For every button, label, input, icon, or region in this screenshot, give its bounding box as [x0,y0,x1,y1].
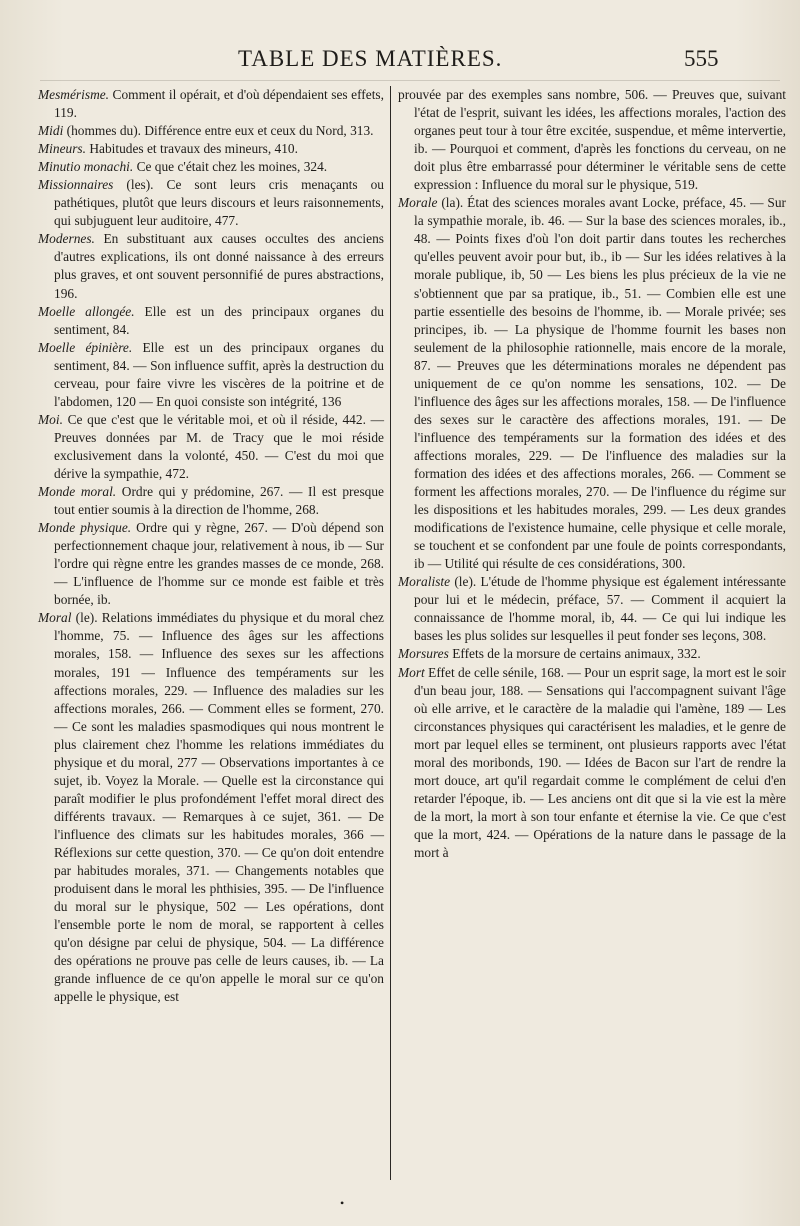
index-entry [398,645,786,663]
entry-text: Ce que c'était chez les moines, 324. [133,159,328,175]
entry-text: (hommes du). Différence entre eux et ceux du Nord, 313. [63,123,374,139]
entry-text: (le). Relations immédiates du physique et du moral chez l'homme, 75. — Influence des âges sur les affections morales, 158. — Influence des sexes sur les affections morales, 191 — Influence des tempéraments sur les affections morales, 229. — Influence des maladies sur les affections morales, 266. — Comment elles se forment, 270. — Ce sont les maladies spasmodiques qui nous montrent le plus clairement chez l'homme les relations immédiates du physique et du moral, 277 — Observations importantes à ce sujet, ib. Voyez la Morale. — Quelle est la circonstance qui paraît modifier le plus profondément l'effet moral direct des différents travaux. — Remarques à ce sujet, 361. — De l'influence des climats sur les habitudes morales, 366 — Réflexions sur cette question, 370. — Ce qu'on doit entendre par habitudes morales, 371. — Changements notables que produisent dans le moral les phthisies, 395. — De l'influence du moral sur le physique, 502 — Les opérations, dont l'ensemble porte le nom de moral, se rapportent à celles qu'on désigne par celui de physique, 504. — La différence des opérations ne prouve pas celle de leurs causes, ib. — La grande influence de ce qu'on appelle le moral sur ce qu'on appelle le physique, est [54,610,384,1005]
index-entry [38,519,384,609]
entry-text: Elle est un des principaux organes du sentiment, 84. — Son influence suffit, après la destruction du cerveau, pour faire vivre les viscères de la poitrine et de l'abdomen, 120 — En quoi consiste son intégrité, 136 [54,339,385,409]
index-entry [38,609,384,1006]
entry-headword: Mort [398,664,425,680]
entry-headword: Moelle épinière. [38,339,133,355]
left-column [38,86,384,1006]
entry-headword: Moelle allongée. [38,303,135,319]
entry-text: prouvée par des exemples sans nombre, 506. — Preuves que, suivant l'état de l'esprit, suivant les idées, les affections morales, l'action des organes peut tour à tour être excitée, suspendue, et même intervertie, ib. — Pourquoi et comment, d'après les fonctions du cerveau, on ne doit plus être embarrassé pour déterminer le véritable sens de cette expression : Influence du moral sur le physique, 519. [398,87,786,193]
entry-headword: Mesmérisme. [38,87,110,102]
index-entry [38,483,384,519]
footer-mark: • [340,1196,345,1210]
entry-headword: Morsures [398,646,449,662]
entry-text: Effets de la morsure de certains animaux, 332. [448,646,701,662]
entry-text: (la). État des sciences morales avant Locke, préface, 45. — Sur la sympathie morale, ib. 46. — Sur la base des sciences morales, ib., 48. — Points fixes d'où l'on doit partir dans toutes les recherches qu'elles peuvent avoir pour but, ib., ib — Sur les idées relatives à la morale publique, ib, 50 — Les biens les plus précieux de la vie ne s'obtiennent que par sa pratique, ib., 51. — Combien elle est une partie essentielle des besoins de l'homme, ib. — Morale privée; ses principes, ib. — La physique de l'homme fournit les bases non seulement de la philosophie rationnelle, mais encore de la morale, 87. — Preuves que les déterminations morales ne dépendent pas uniquement de ce qu'on nomme les sensations, 102. — De l'influence des âges sur les affections morales, 158. — De l'influence des sexes sur le caractère des affections morales, 191. — De l'influence des tempéraments sur la formation des idées et des affections morales, 229. — De l'influence des maladies sur la formation des idées et des affections morales, 266. — Comment se forment les affections morales, 270. — De l'influence du régime sur les dispositions et les habitudes morales, 299. — Les deux grandes modifications de l'existence humaine, celle physique et celle morale, se touchent et se confondent par une foule de points correspondants, ib — Utilité qui résulte de ces considérations, 300. [414,195,786,572]
entry-headword: Mineurs. [38,141,86,157]
index-entry [38,86,384,122]
index-entry [38,411,384,483]
entry-text: En substituant aux causes occultes des anciens d'autres explications, ils ont donné naissance à des erreurs plus graves, et ont souvent personnifié de pures abstractions, 196. [54,231,384,301]
index-entry [398,573,786,645]
column-divider [390,86,391,1180]
entry-headword: Moral [38,610,72,626]
index-entry [38,303,384,339]
entry-headword: Moi. [38,411,63,427]
entry-headword: Monde physique. [38,520,132,536]
index-entry [38,230,384,302]
index-entry [38,339,384,411]
right-column [398,86,786,862]
entry-headword: Minutio monachi. [38,159,134,175]
entry-text: Ordre qui y règne, 267. — D'où dépend son perfectionnement chaque jour, relativement à nous, ib — Sur l'ordre qui règne entre les grandes masses de ce monde, 268. — L'influence de l'homme sur ce monde est faible et très bornée, ib. [54,520,384,608]
entry-headword: Monde moral. [38,484,117,500]
entry-headword: Moraliste [398,574,451,590]
index-entry [38,122,384,140]
entry-text: Comment il opérait, et d'où dépendaient ses effets, 119. [54,87,384,121]
entry-headword: Missionnaires [38,177,114,193]
entry-text: (les). Ce sont leurs cris menaçants ou pathétiques, plutôt que leurs discours et leurs raisonnements, qui subjuguent leur auditoire, 477. [54,177,384,229]
entry-text: Habitudes et travaux des mineurs, 410. [85,141,298,157]
entry-text: Effet de celle sénile, 168. — Pour un esprit sage, la mort est le soir d'un beau jour, 188. — Sensations qui l'accompagnent suivant l'âge où elle arrive, et le caractère de la maladie qui l'amène, 189 — Les circonstances physiques qui caractérisent les maladies, et le genre de mort par lequel elles se terminent, ont plusieurs rapports avec l'état moral des moribonds, 190. — Idées de Bacon sur l'art de rendre la mort douce, art qu'il regardait comme le complément de celui d'en retarder l'époque, ib. — Les anciens ont dit que si la vie est la mère de la mort, la mort à son tour enfante et éternise la vie. Ce que c'est que la mort, 424. — Opérations de la nature dans le passage de la mort à [414,664,787,860]
entry-text: Ordre qui y prédomine, 267. — Il est presque tout entier soumis à la direction de l'homme, 268. [54,484,384,518]
index-entry [398,86,786,194]
header-rule [40,80,780,81]
index-entry [398,194,786,573]
entry-headword: Modernes. [38,231,95,247]
index-entry [398,664,786,863]
page-header [0,46,800,76]
entry-text: (le). L'étude de l'homme physique est également intéressante pour lui et le médecin, préface, 57. — Comment il acquiert la connaissance de l'homme moral, ib, 44. — Ce qui lui indique les bases les plus solides sur lesquelles il peut fonder ses leçons, 308. [414,574,786,644]
index-entry [38,158,384,176]
entry-headword: Morale [398,195,438,211]
running-title: TABLE DES MATIÈRES. [238,46,503,71]
entry-headword: Midi [38,123,64,139]
entry-text: Elle est un des principaux organes du sentiment, 84. [54,303,384,337]
page-number: 555 [684,46,719,71]
index-entry [38,140,384,158]
index-entry [38,176,384,230]
entry-text: Ce que c'est que le véritable moi, et où il réside, 442. — Preuves données par M. de Tracy que le moi réside exclusivement dans la volonté, 450. — C'est du moi que dérive la sympathie, 472. [54,411,384,481]
